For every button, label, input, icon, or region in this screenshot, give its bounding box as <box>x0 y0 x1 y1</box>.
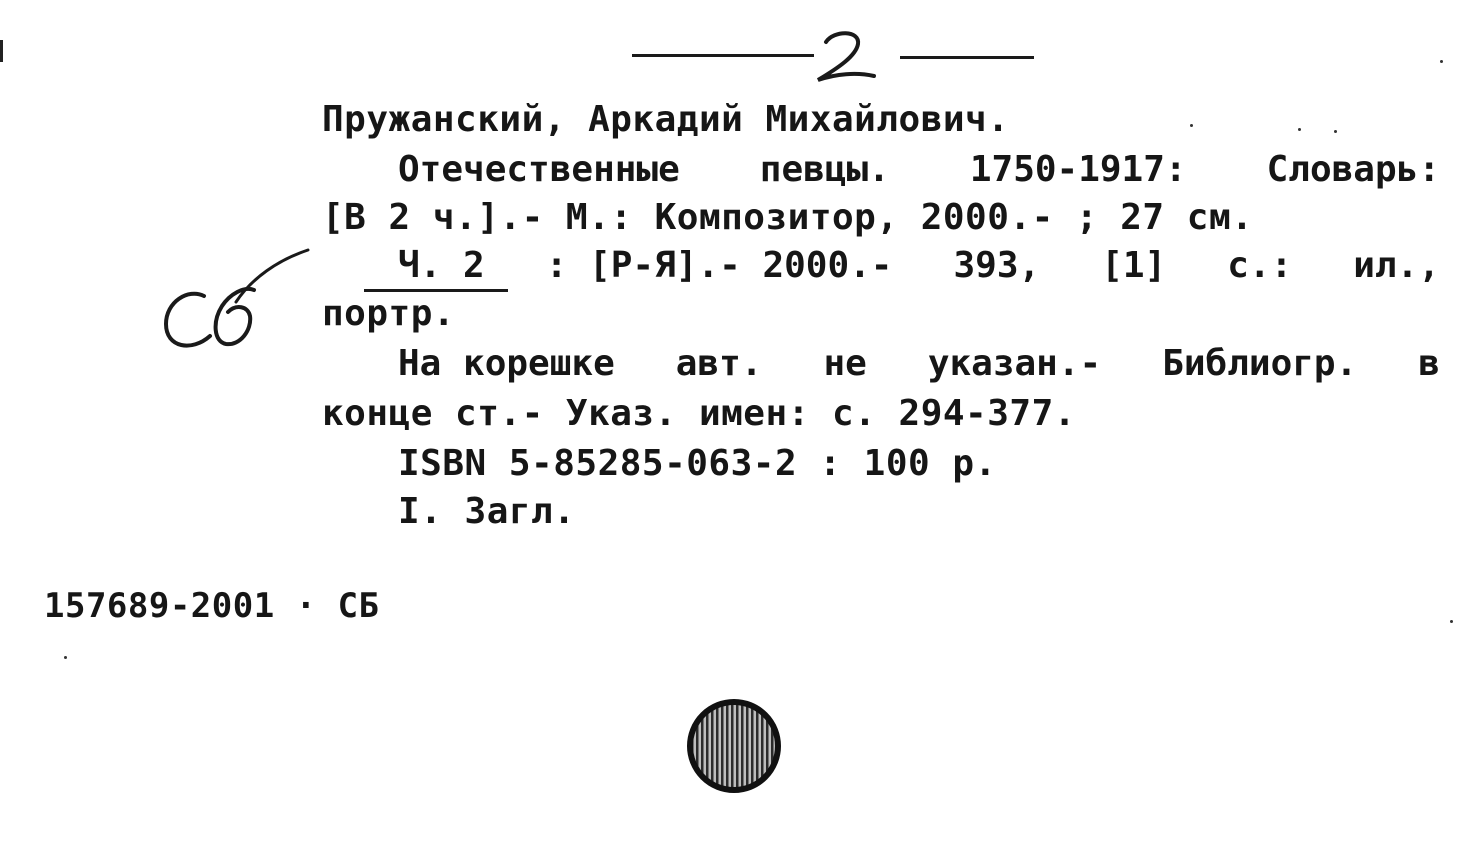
scan-speck <box>1298 128 1301 131</box>
page-number <box>808 28 888 92</box>
header-dash-left <box>632 54 814 57</box>
scan-speck <box>64 656 67 659</box>
note-line-2: конце ст.- Указ. имен: с. 294-377. <box>322 393 1076 434</box>
title-line-2: [В 2 ч.].- М.: Композитор, 2000.- ; 27 см. <box>322 197 1254 238</box>
handwritten-mark <box>158 244 318 366</box>
note-line-1 <box>398 344 1440 384</box>
part-word: 393, <box>953 245 1041 286</box>
part-word: с.: <box>1227 245 1293 286</box>
part-line-1 <box>398 246 1440 286</box>
page-number-glyph <box>808 28 888 88</box>
note-word: в <box>1418 343 1440 384</box>
part-word: [1] <box>1101 245 1167 286</box>
header-dash-right <box>900 56 1034 59</box>
tracing-line: I. Загл. <box>398 491 576 532</box>
note-word: Библиогр. <box>1162 343 1358 384</box>
scan-edge-mark <box>0 40 3 62</box>
scan-speck <box>1334 130 1337 133</box>
part-word: ил., <box>1353 245 1440 286</box>
part-line-2: портр. <box>322 293 456 334</box>
punch-hole-graphic <box>686 698 782 794</box>
title-word: Отечественные <box>398 149 680 190</box>
title-word: певцы. <box>759 149 890 190</box>
note-word: указан.- <box>927 343 1102 384</box>
title-word: 1750-1917: <box>969 149 1187 190</box>
isbn-line: ISBN 5-85285-063-2 : 100 р. <box>398 443 997 484</box>
scan-speck <box>1450 620 1453 623</box>
scan-speck <box>1190 124 1193 127</box>
note-word: авт. <box>675 343 763 384</box>
part-word: : [Р-Я].- 2000.- <box>545 245 893 286</box>
title-line-1 <box>398 150 1440 190</box>
title-word: Словарь: <box>1266 149 1440 190</box>
note-word: не <box>823 343 867 384</box>
scan-speck <box>1440 60 1443 63</box>
punch-hole <box>686 698 782 798</box>
part-number: Ч. 2 <box>398 245 485 286</box>
note-word: На корешке <box>398 343 615 384</box>
inventory-number: 157689-2001 · СБ <box>44 586 380 626</box>
author-heading: Пружанский, Аркадий Михайлович. <box>322 99 1010 140</box>
part-number-underline <box>364 289 508 292</box>
handwritten-sb-glyph <box>158 244 318 362</box>
